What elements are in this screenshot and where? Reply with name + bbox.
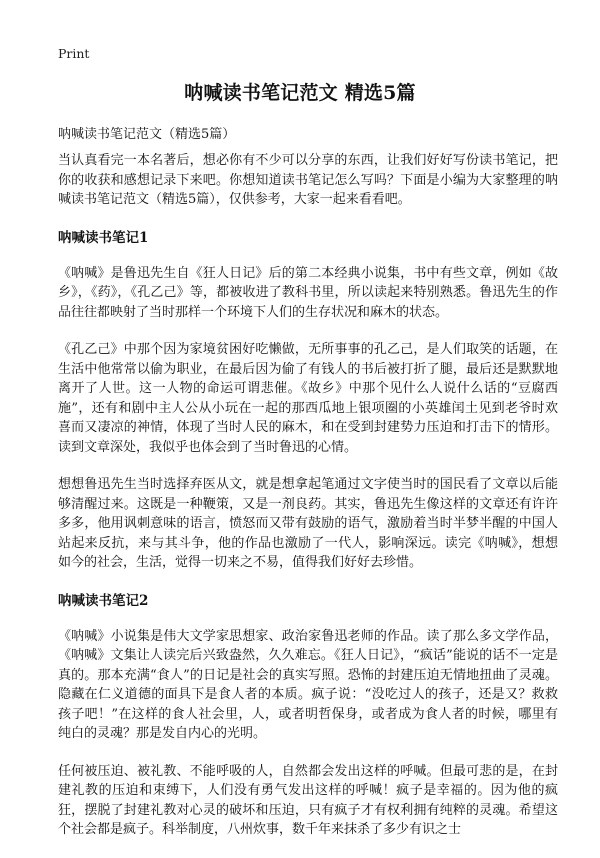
body-paragraph: 《孔乙己》中那个因为家境贫困好吃懒做，无所事事的孔乙己，是人们取笑的话题，在生活中他常常以偷为职业，在最后因为偷了有钱人的书后被打折了腿，最后还是默默地离开了人世。这一人物的命运可谓悲催。《故乡》中那个见什么人说什么话的“豆腐西施”，还有和剧中主人公从小玩在一起的那西瓜地上银项圈的小英雄闰土见到老爷时欢喜而又凄凉的神情，体现了当时人民的麻木，和在受到封建势力压迫和打击下的情形。读到文章深处，我似乎也体会到了当时鲁迅的心情。	[58, 342, 558, 455]
section-1	[58, 228, 558, 573]
body-paragraph: 想想鲁迅先生当时选择弃医从文，就是想拿起笔通过文字使当时的国民看了文章以后能够清醒过来。这既是一种鞭策，又是一剂良药。其实，鲁迅先生像这样的文章还有许许多多，他用讽刺意味的语言，愤怒而又带有鼓励的语气，激励着当时半梦半醒的中国人站起来反抗，来与其斗争，他的作品也激励了一代人，影响深远。读完《呐喊》，想想如今的社会，生活，觉得一切来之不易，值得我们好好去珍惜。	[58, 477, 558, 570]
print-label[interactable]: Print	[58, 46, 90, 61]
document-content	[58, 151, 558, 858]
intro-paragraph: 当认真看完一本名著后，想必你有不少可以分享的东西，让我们好好写份读书笔记，把你的收获和感想记录下来吧。你想知道读书笔记怎么写吗？下面是小编为大家整理的呐喊读书笔记范文（精选5篇），仅供参考，大家一起来看看吧。	[58, 153, 558, 207]
section-2	[58, 591, 558, 840]
document-subtitle: 呐喊读书笔记范文（精选5篇）	[58, 127, 236, 142]
body-paragraph: 《呐喊》小说集是伟大文学家思想家、政治家鲁迅老师的作品。读了那么多文学作品，《呐喊》文集让人读完后兴致盎然，久久难忘。《狂人日记》，“疯话”能说的话不一定是真的。那本充满“食人”的日记是社会的真实写照。恐怖的封建压迫无情地扭曲了灵魂。隐藏在仁义道德的面具下是食人者的本质。疯子说：“没吃过人的孩子，还是又？救救孩子吧！”在这样的食人社会里，人，或者明哲保身，或者成为食人者的时候，哪里有纯白的灵魂？那是发自内心的光明。	[58, 628, 558, 741]
body-paragraph: 任何被压迫、被礼教、不能呼吸的人，自然都会发出这样的呼喊。但最可悲的是，在封建礼教的压迫和束缚下，人们没有勇气发出这样的呼喊！疯子是幸福的。因为他的疯狂，摆脱了封建礼教对心灵的破坏和压迫，只有疯子才有权利拥有纯粹的灵魂。希望这个社会都是疯子。科举制度，八州炊事，数千年来抹杀了多少有识之士	[58, 763, 558, 837]
document-title: 呐喊读书笔记范文 精选5篇	[184, 82, 416, 104]
section-heading: 呐喊读书笔记1	[58, 229, 149, 246]
section-heading: 呐喊读书笔记2	[58, 592, 149, 609]
body-paragraph: 《呐喊》是鲁迅先生自《狂人日记》后的第二本经典小说集，书中有些文章，例如《故乡》，《药》，《孔乙己》等，都被收进了教科书里，所以读起来特别熟悉。鲁迅先生的作品往往都映射了当时那样一个环境下人们的生存状况和麻木的状态。	[58, 265, 558, 320]
